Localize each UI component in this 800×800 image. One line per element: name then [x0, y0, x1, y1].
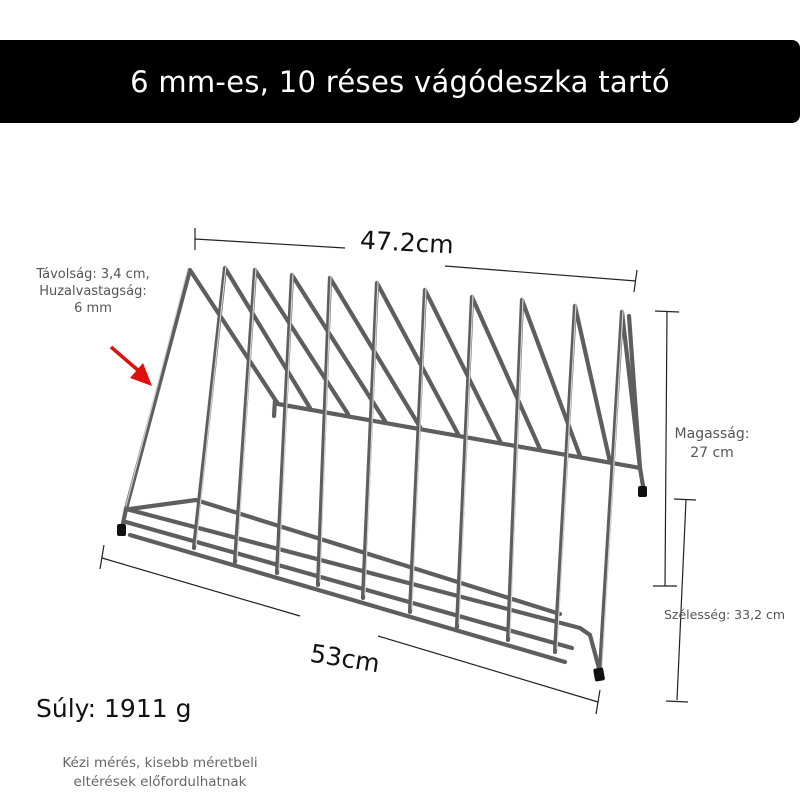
bottom-length-label: 53cm: [308, 638, 382, 679]
top-length-label: 47.2cm: [359, 225, 455, 260]
measurement-disclaimer: [36, 754, 284, 792]
dimension-lines: [100, 225, 696, 714]
banner-title: 6 mm-es, 10 réses vágódeszka tartó: [130, 64, 670, 99]
weight-label: Súly: 1911 g: [36, 694, 192, 723]
spacing-wire-note: [8, 266, 178, 317]
height-note: [660, 425, 764, 463]
width-note: Szélesség: 33,2 cm: [664, 607, 786, 622]
spacing-note-line: Távolság: 3,4 cm,: [36, 267, 150, 282]
bottom-dimension-line-left: [102, 558, 300, 616]
wire-rack: [117, 266, 647, 682]
wire-thickness-label: Huzalvastagság:: [39, 284, 147, 299]
disclaimer-line: eltérések előfordulhatnak: [73, 774, 247, 790]
arrow-icon: [111, 347, 152, 386]
disclaimer-line: Kézi mérés, kisebb méretbeli: [62, 755, 258, 771]
height-value: 27 cm: [690, 445, 734, 461]
top-dimension-line-right: [445, 266, 636, 281]
width-dimension-line: [677, 500, 686, 700]
height-label: Magasság:: [674, 426, 750, 442]
wire-thickness-value: 6 mm: [74, 301, 112, 316]
top-dimension-line-left: [195, 239, 345, 248]
